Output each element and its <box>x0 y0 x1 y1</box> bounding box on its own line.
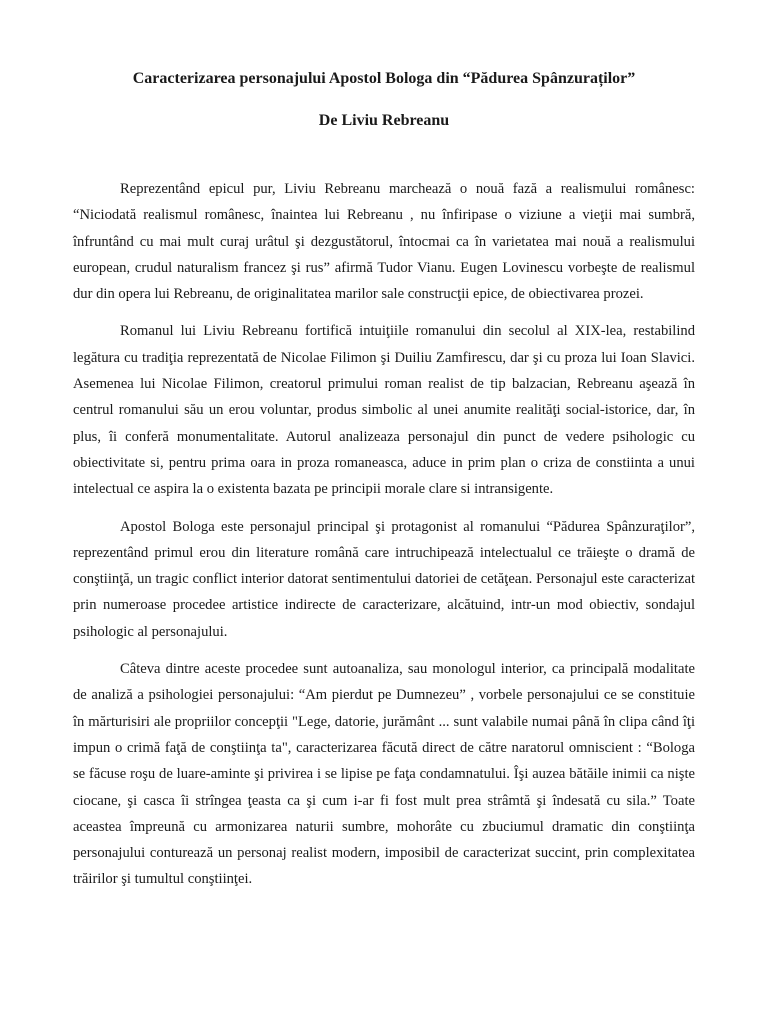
paragraph-2: Romanul lui Liviu Rebreanu fortifică intuiţiile romanului din secolul al XIX-lea, restabilind legătura cu tradiţia reprezentată de Nicolae Filimon şi Duiliu Zamfirescu, dar şi cu proza lui Ioan Slavici. Asemenea lui Nicolae Filimon, creatorul primului roman realist de tip balzacian, Rebreanu aşează în centrul romanului său un erou voluntar, produs simbolic al unei anumite realităţi social-istorice, dar, în plus, îi conferă monumentalitate. Autorul analizeaza personajul din punct de vedere psihologic cu obiectivitate si, pentru prima oara in proza romaneasca, aduce in prim plan o criza de constiinta a unui intelectual ce aspira la o existenta bazata pe principii morale clare si intransigente. <box>73 323 695 498</box>
document-body <box>73 176 695 893</box>
paragraph-3: Apostol Bologa este personajul principal şi protagonist al romanului “Pădurea Spânzuraţilor”, reprezentând primul erou din literature română care intruchipează intelectualul ce trăieşte o dramă de conştiinţă, un tragic conflict interior datorat sentimentului datoriei de cetăţean. Personajul este caracterizat prin numeroase procedee artistice indirecte de caracterizare, alcătuind, intr-un mod obiectiv, sondajul psihologic al personajului. <box>73 518 695 640</box>
paragraph-1: Reprezentând epicul pur, Liviu Rebreanu marchează o nouă fază a realismului românesc: “Niciodată realismul românesc, înaintea lui Rebreanu , nu înfiripase o viziune a vieţii mai sumbră, înfruntând cu mai mult curaj urâtul şi dezgustătorul, întocmai ca în varietatea mai nouă a realismului european, crudul naturalism francez şi rus” afirmă Tudor Vianu. Eugen Lovinescu vorbeşte de realismul dur din opera lui Rebreanu, de originalitatea marilor sale construcţii epice, de obiectivarea prozei. <box>73 181 695 303</box>
document-subtitle: De Liviu Rebreanu <box>318 112 450 129</box>
document-title: Caracterizarea personajului Apostol Bologa din “Pădurea Spânzuraților” <box>132 70 636 87</box>
paragraph-4: Câteva dintre aceste procedee sunt autoanaliza, sau monologul interior, ca principală modalitate de analiză a psihologiei personajului: “Am pierdut pe Dumnezeu” , vorbele personajului ce se constituie în mărturisiri ale propriilor concepţii "Lege, datorie, jurământ ... sunt valabile numai până în clipa când îţi impun o crimă faţă de conştiinţa ta", caracterizarea făcută direct de către naratorul omniscient : “Bologa se făcuse roşu de luare-aminte şi privirea i se lipise pe faţa condamnatului. Îşi auzea bătăile inimii ca nişte ciocane, şi casca îi strîngea ţeasta ca şi cum i-ar fi fost mult prea strâmtă şi îndesată cu sila.” Toate aceastea împreună cu armonizarea naturii sumbre, mohorâte cu zbuciumul dramatic din conştiinţa personajului conturează un personaj realist modern, imposibil de caracterizat succint, prin complexitatea trăirilor şi tumultul conştiinţei. <box>73 661 695 888</box>
